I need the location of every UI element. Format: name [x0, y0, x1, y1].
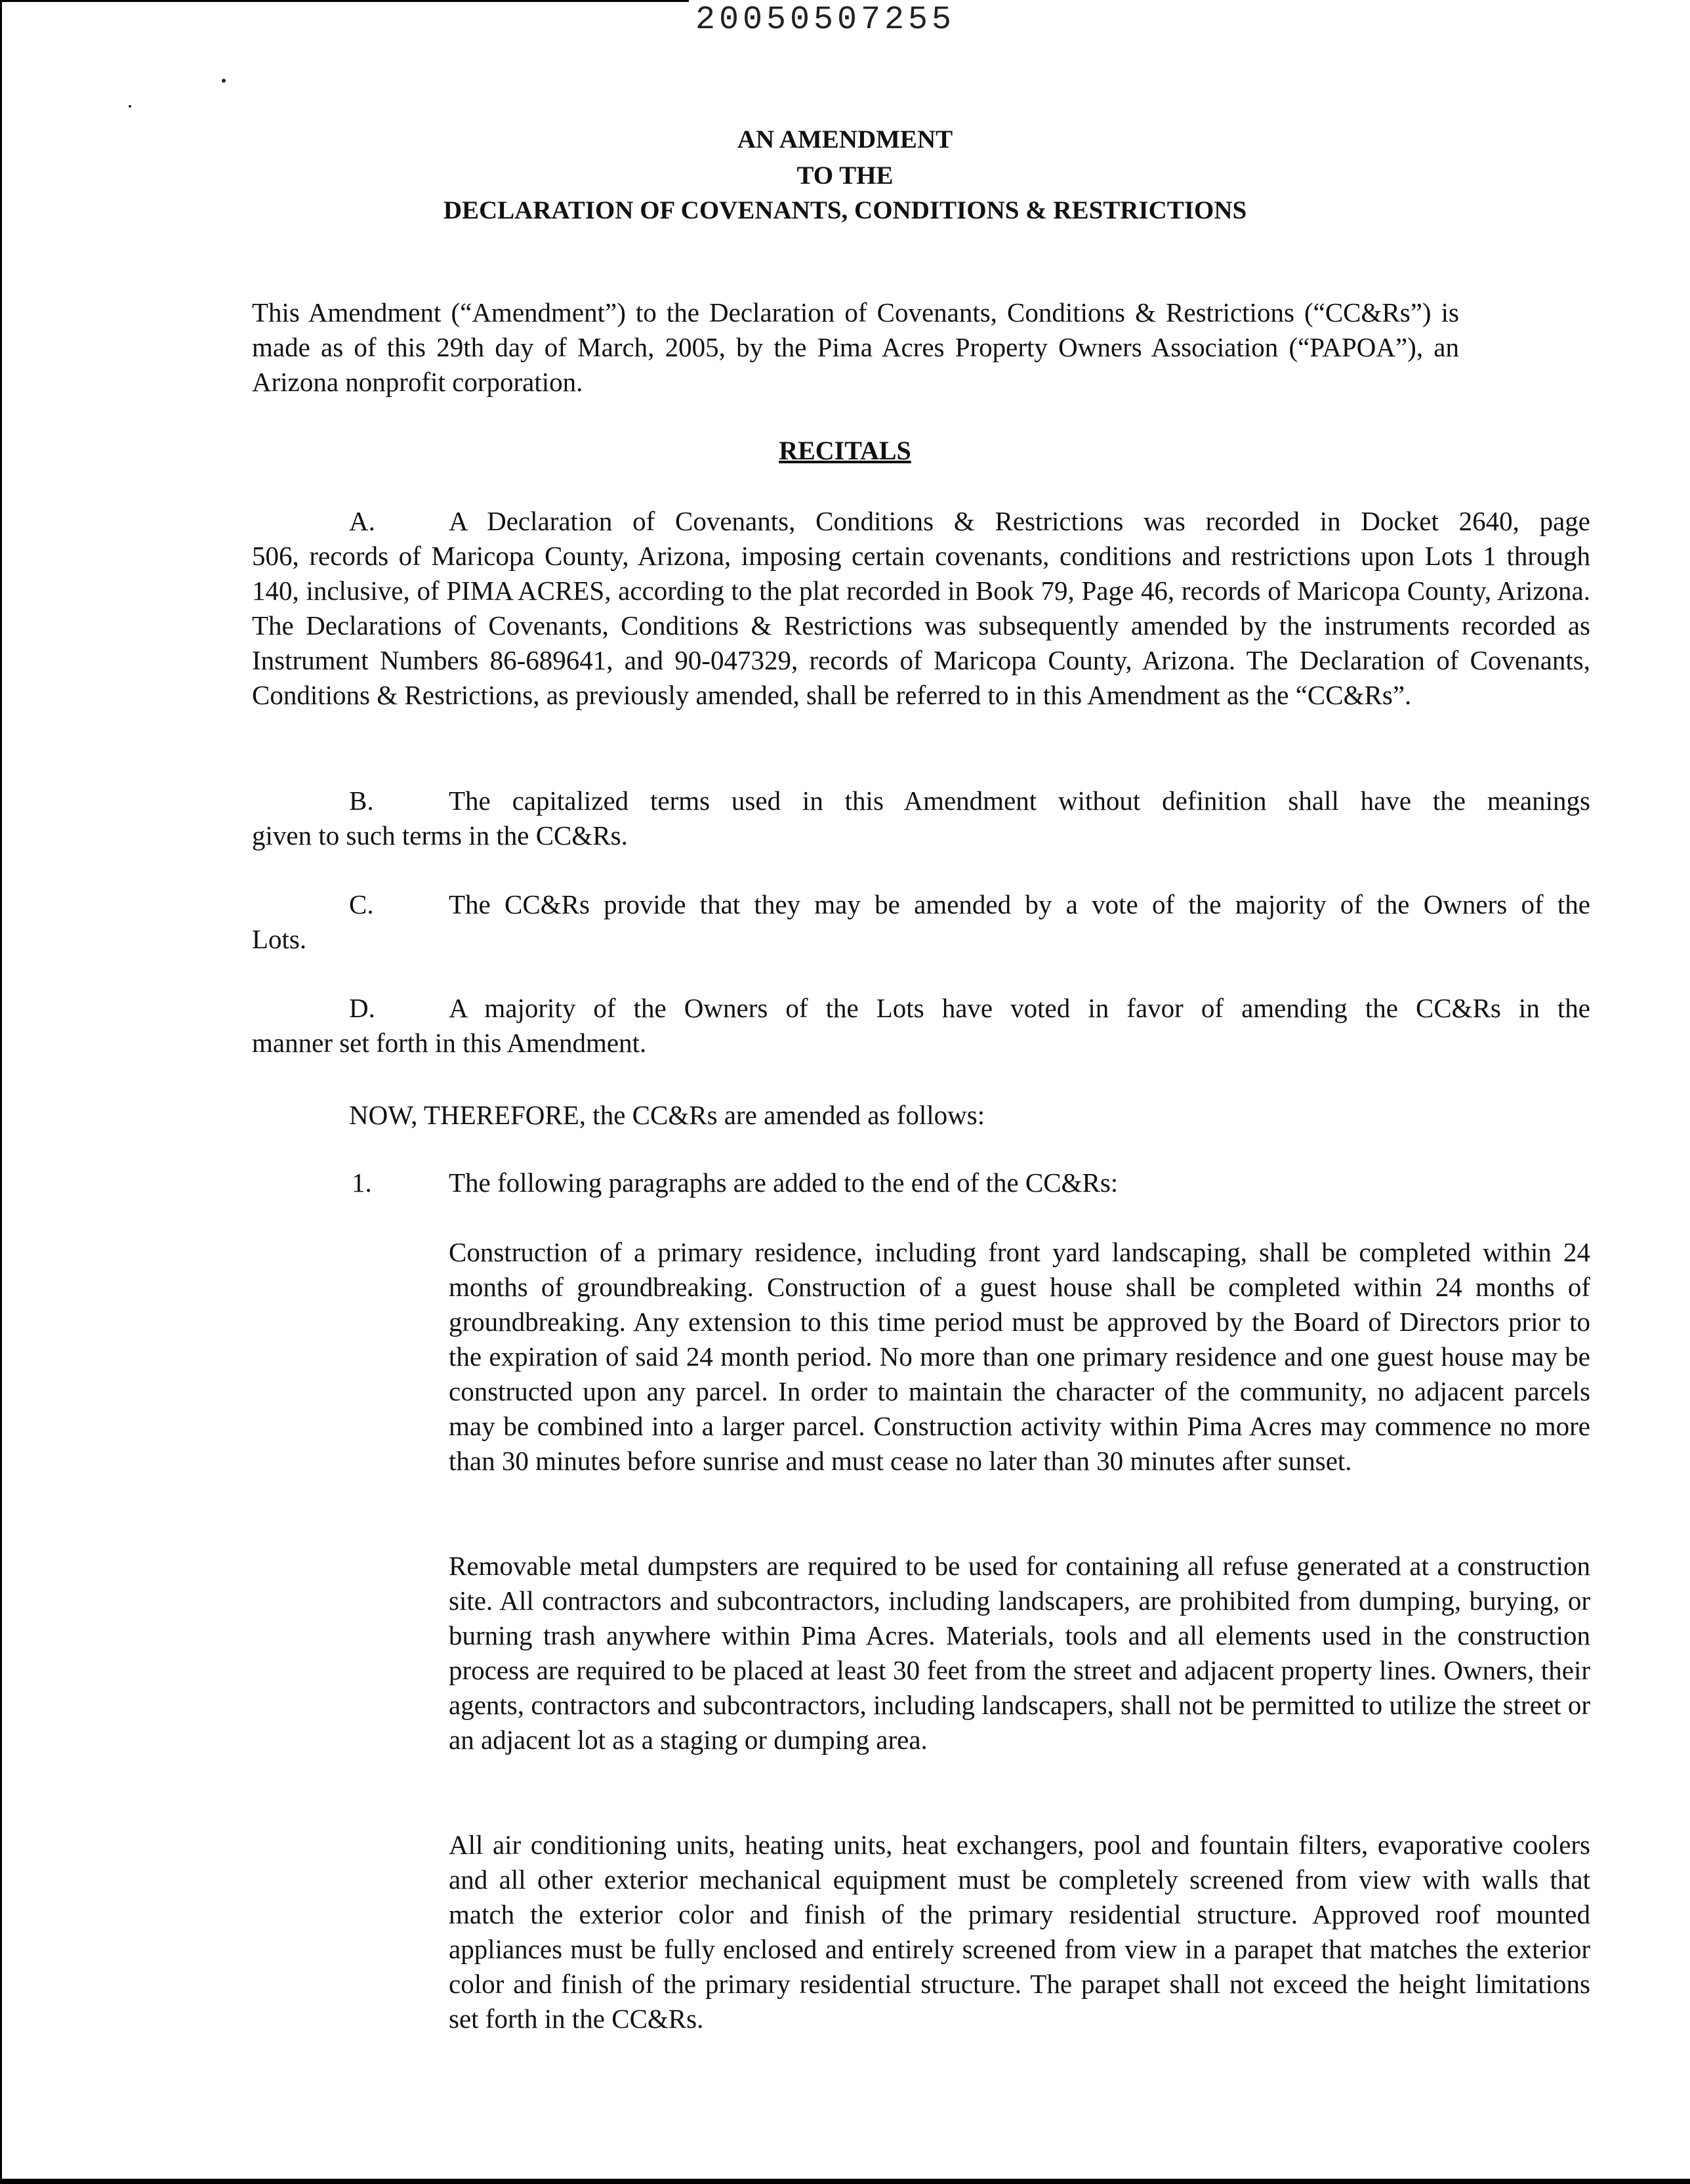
recital-a-label: A.: [349, 506, 375, 536]
recital-b-body: given to such terms in the CC&Rs.: [252, 820, 628, 850]
item-1-label: 1.: [352, 1167, 372, 1198]
recital-d-label: D.: [349, 993, 375, 1023]
added-paragraph-1: Construction of a primary residence, including front yard landscaping, shall be completed within 24 months of groundbreaking. Construction of a guest house shall be completed within 24 months of groundbreaking. Any extension to this time period must be approved by the Board of Directors prior to the expiration of said 24 month period. No more than one primary residence and one guest house may be constructed upon any parcel. In order to maintain the character of the community, no adjacent parcels may be combined into a larger parcel. Construction activity within Pima Acres may commence no more than 30 minutes before sunrise and must cease no later than 30 minutes after sunset.: [449, 1237, 1590, 1476]
scan-speck: [129, 105, 131, 108]
item-1-text: The following paragraphs are added to the end of the CC&Rs:: [449, 1167, 1119, 1198]
recital-d-body: manner set forth in this Amendment.: [252, 1028, 647, 1058]
scan-border-left: [0, 0, 2, 2184]
title-line-2: TO THE: [796, 161, 894, 190]
now-therefore: NOW, THEREFORE, the CC&Rs are amended as follows:: [349, 1100, 985, 1130]
added-paragraph-2: Removable metal dumpsters are required to be used for containing all refuse generated at a construction site. All contractors and subcontractors, including landscapers, are prohibited from dumping, burying, or burning trash anywhere within Pima Acres. Materials, tools and all elements used in the construction process are required to be placed at least 30 feet from the street and adjacent property lines. Owners, their agents, contractors and subcontractors, including landscapers, shall not be permitted to utilize the street or an adjacent lot as a staging or dumping area.: [449, 1551, 1590, 1755]
recital-a-lead: A Declaration of Covenants, Conditions & Restrictions was recorded in Docket 2640, page: [449, 506, 1590, 536]
recital-b-label: B.: [349, 786, 374, 816]
scan-border-bottom: [0, 2179, 1690, 2184]
recital-a-body: 506, records of Maricopa County, Arizona, imposing certain covenants, conditions and restrictions upon Lots 1 through 140, inclusive, of PIMA ACRES, according to the plat recorded in Book 79, Page 46, records of Maricopa County, Arizona. The Declarations of Covenants, Conditions & Restrictions was subsequently amended by the instruments recorded as Instrument Numbers 86-689641, and 90-047329, records of Maricopa County, Arizona. The Declaration of Covenants, Conditions & Restrictions, as previously amended, shall be referred to in this Amendment as the “CC&Rs”.: [252, 541, 1590, 710]
document-number: 20050507255: [695, 1, 956, 39]
added-paragraph-3: All air conditioning units, heating units, heat exchangers, pool and fountain filters, evaporative coolers and all other exterior mechanical equipment must be completely screened from view with walls that match the exterior color and finish of the primary residential structure. Approved roof mounted appliances must be fully enclosed and entirely screened from view in a parapet that matches the exterior color and finish of the primary residential structure. The parapet shall not exceed the height limitations set forth in the CC&Rs.: [449, 1830, 1590, 2034]
recitals-heading: RECITALS: [779, 436, 911, 465]
scan-border-top: [0, 0, 689, 2]
recital-c-body: Lots.: [252, 924, 307, 954]
recital-b-lead: The capitalized terms used in this Amendment without definition shall have the meanings: [449, 786, 1590, 816]
recital-c-label: C.: [349, 889, 374, 919]
title-line-3: DECLARATION OF COVENANTS, CONDITIONS & RESTRICTIONS: [443, 196, 1247, 224]
recital-c-lead: The CC&Rs provide that they may be amended by a vote of the majority of the Owners of the: [449, 889, 1590, 919]
recital-d-lead: A majority of the Owners of the Lots have voted in favor of amending the CC&Rs in the: [449, 993, 1590, 1023]
scan-speck: [222, 79, 226, 83]
intro-paragraph: This Amendment (“Amendment”) to the Declaration of Covenants, Conditions & Restrictions (“CC&Rs”) is made as of this 29th day of March, 2005, by the Pima Acres Property Owners Association (“PAPOA”), an Arizona nonprofit corporation.: [252, 297, 1459, 397]
title-line-1: AN AMENDMENT: [737, 125, 953, 154]
